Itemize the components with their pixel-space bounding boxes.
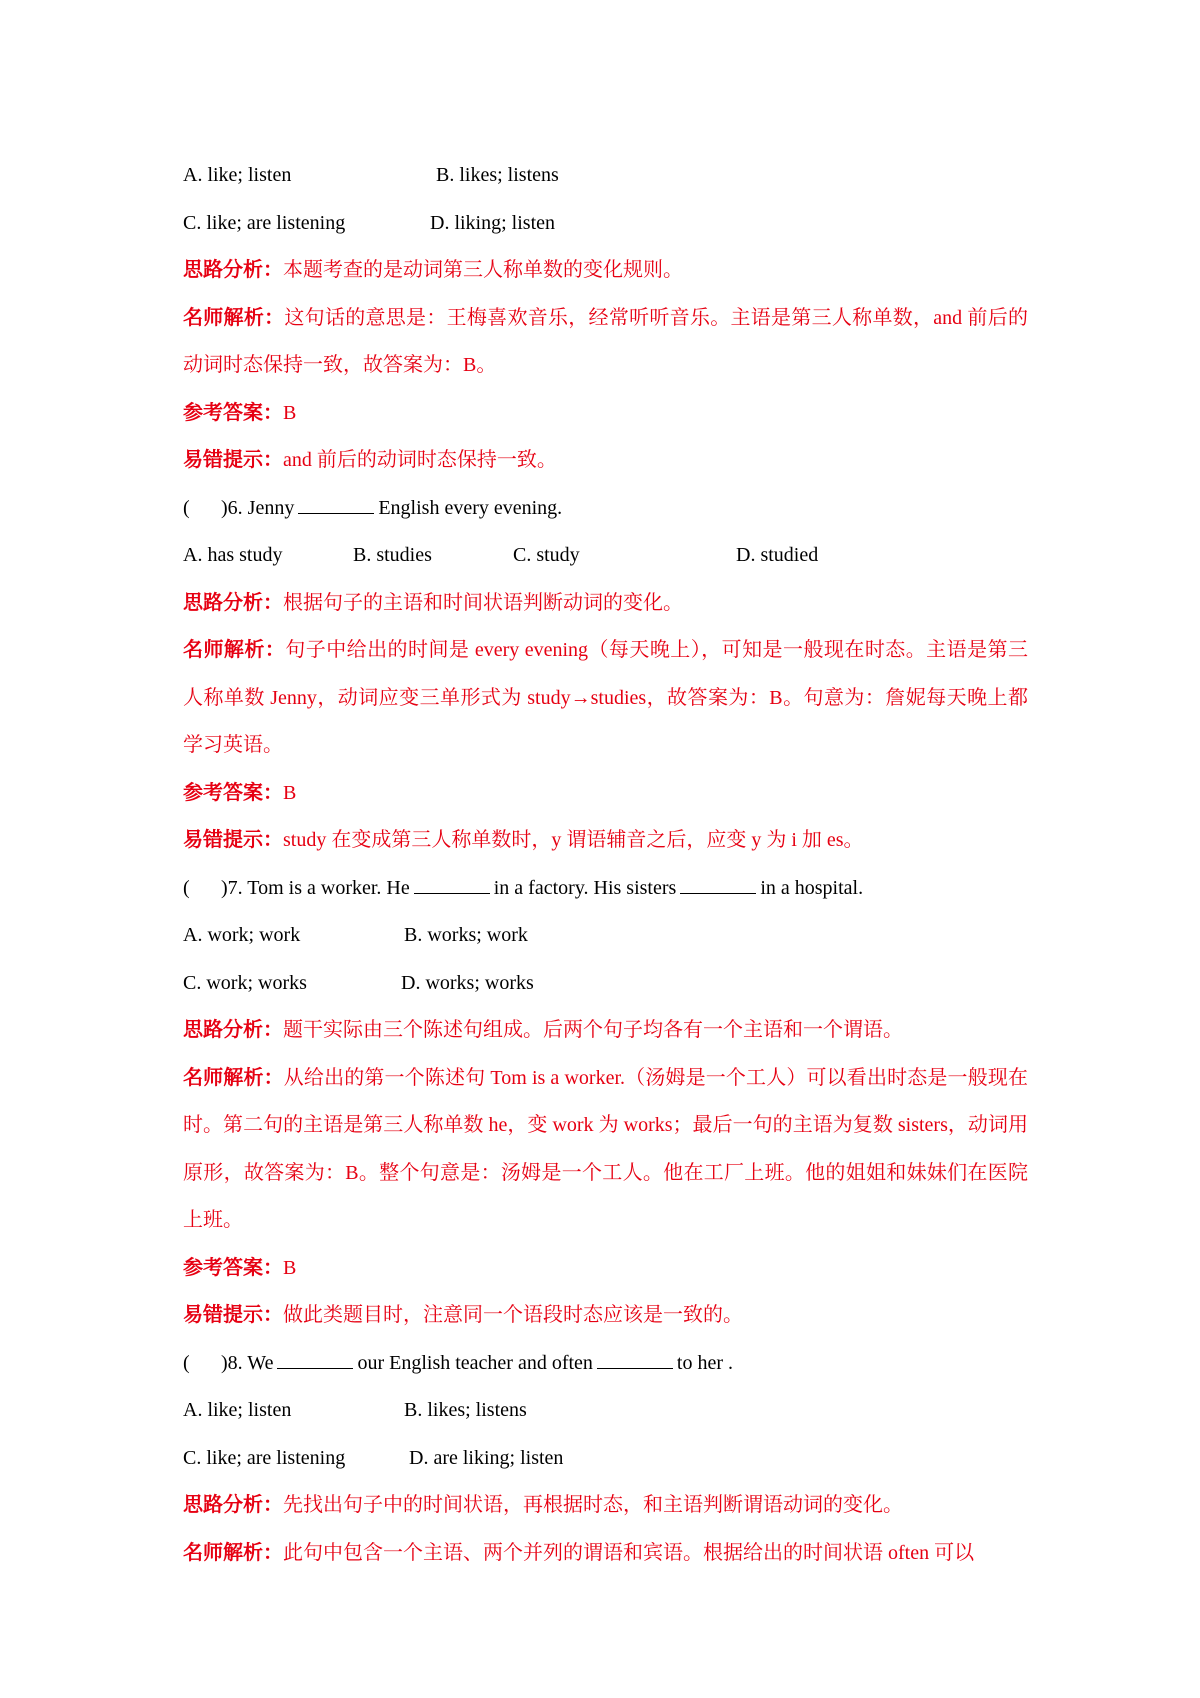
answer-blank <box>277 1354 353 1369</box>
explain-line <box>183 1530 1028 1578</box>
answer-text: B <box>283 401 297 424</box>
tip-text: study 在变成第三人称单数时，y 谓语辅音之后，应变 y 为 i 加 es。 <box>283 829 864 851</box>
answer-label: 参考答案： <box>183 401 283 424</box>
answer-text: B <box>283 781 297 804</box>
option-b: B. likes; listens <box>436 164 559 186</box>
explain-label: 名师解析： <box>183 306 285 329</box>
option-a: A. work; work <box>183 924 301 946</box>
tip-text: 做此类题目时，注意同一个语段时态应该是一致的。 <box>283 1304 743 1326</box>
options-row <box>183 532 1028 580</box>
answer-line <box>183 390 1028 438</box>
analysis-text: 本题考查的是动词第三人称单数的变化规则。 <box>283 259 683 281</box>
stem-text: English every evening. <box>378 496 563 519</box>
option-d: D. studied <box>736 544 819 566</box>
answer-paren: ( <box>183 1351 190 1374</box>
analysis-label: 思路分析： <box>183 1019 283 1041</box>
option-b: B. likes; listens <box>404 1399 527 1421</box>
answer-line <box>183 770 1028 818</box>
analysis-text: 先找出句子中的时间状语，再根据时态，和主语判断谓语动词的变化。 <box>283 1494 903 1516</box>
question-stem <box>183 865 1028 913</box>
analysis-line <box>183 1007 1028 1055</box>
analysis-line <box>183 247 1028 295</box>
explain-label: 名师解析： <box>183 1541 283 1564</box>
stem-text: to her . <box>676 1351 734 1374</box>
options-row <box>183 912 1028 960</box>
explain-label: 名师解析： <box>183 639 286 661</box>
options-row <box>183 1435 1028 1483</box>
option-d: D. are liking; listen <box>409 1446 564 1469</box>
option-c: C. work; works <box>183 971 307 994</box>
answer-blank <box>597 1354 673 1369</box>
explain-text: 句子中给出的时间是 every evening（每天晚上），可知是一般现在时态。主语是第三人称单数 Jenny，动词应变三单形式为 study→studies，故答案为：B。句意为：詹妮每天晚上都学习英语。 <box>183 639 1028 756</box>
stem-text: in a factory. His sisters <box>493 876 677 899</box>
stem-text: in a hospital. <box>760 876 864 899</box>
explain-paragraph <box>183 1055 1028 1245</box>
tip-line <box>183 817 1028 865</box>
tip-label: 易错提示： <box>183 449 283 471</box>
option-c: C. like; are listening <box>183 211 346 234</box>
options-row <box>183 152 1028 200</box>
analysis-text: 根据句子的主语和时间状语判断动词的变化。 <box>283 591 683 614</box>
option-a: A. has study <box>183 544 283 566</box>
stem-text: )7. Tom is a worker. He <box>221 876 410 899</box>
analysis-label: 思路分析： <box>183 591 283 614</box>
option-a: A. like; listen <box>183 1399 292 1421</box>
answer-label: 参考答案： <box>183 781 283 804</box>
analysis-label: 思路分析： <box>183 259 283 281</box>
question-stem <box>183 1340 1028 1388</box>
explain-label: 名师解析： <box>183 1066 284 1089</box>
tip-text: and 前后的动词时态保持一致。 <box>283 449 557 471</box>
analysis-text: 题干实际由三个陈述句组成。后两个句子均各有一个主语和一个谓语。 <box>283 1019 903 1041</box>
tip-label: 易错提示： <box>183 1304 283 1326</box>
option-b: B. studies <box>353 544 432 566</box>
analysis-label: 思路分析： <box>183 1494 283 1516</box>
tip-line <box>183 1292 1028 1340</box>
stem-text: our English teacher and often <box>357 1351 593 1374</box>
tip-line <box>183 437 1028 485</box>
answer-blank <box>298 499 374 514</box>
answer-text: B <box>283 1256 297 1279</box>
explain-text: 这句话的意思是：王梅喜欢音乐，经常听听音乐。主语是第三人称单数，and 前后的动词时态保持一致，故答案为：B。 <box>183 306 1028 376</box>
stem-text: )6. Jenny <box>221 496 295 519</box>
options-row <box>183 1387 1028 1435</box>
answer-label: 参考答案： <box>183 1256 283 1279</box>
explain-paragraph <box>183 627 1028 770</box>
question-stem <box>183 485 1028 533</box>
options-row <box>183 200 1028 248</box>
answer-paren: ( <box>183 876 190 899</box>
stem-text: )8. We <box>221 1351 274 1374</box>
explain-paragraph <box>183 295 1028 390</box>
options-row <box>183 960 1028 1008</box>
tip-label: 易错提示： <box>183 829 283 851</box>
option-a: A. like; listen <box>183 164 292 186</box>
document-content <box>183 152 1028 1577</box>
explain-text: 此句中包含一个主语、两个并列的谓语和宾语。根据给出的时间状语 often 可以 <box>283 1541 975 1564</box>
option-d: D. liking; listen <box>430 211 555 234</box>
analysis-line <box>183 580 1028 628</box>
option-d: D. works; works <box>401 971 534 994</box>
answer-blank <box>414 879 490 894</box>
option-b: B. works; work <box>404 924 528 946</box>
option-c: C. like; are listening <box>183 1446 346 1469</box>
answer-paren: ( <box>183 496 190 519</box>
answer-line <box>183 1245 1028 1293</box>
explain-text: 从给出的第一个陈述句 Tom is a worker.（汤姆是一个工人）可以看出时态是一般现在时。第二句的主语是第三人称单数 he，变 work 为 works；最后一句的主语为复数 sisters，动词用原形，故答案为：B。整个句意是：汤姆是一个工人。他在工厂上班。他的姐姐和妹妹们在医院上班。 <box>183 1066 1029 1231</box>
analysis-line <box>183 1482 1028 1530</box>
answer-blank <box>680 879 756 894</box>
option-c: C. study <box>513 544 580 566</box>
